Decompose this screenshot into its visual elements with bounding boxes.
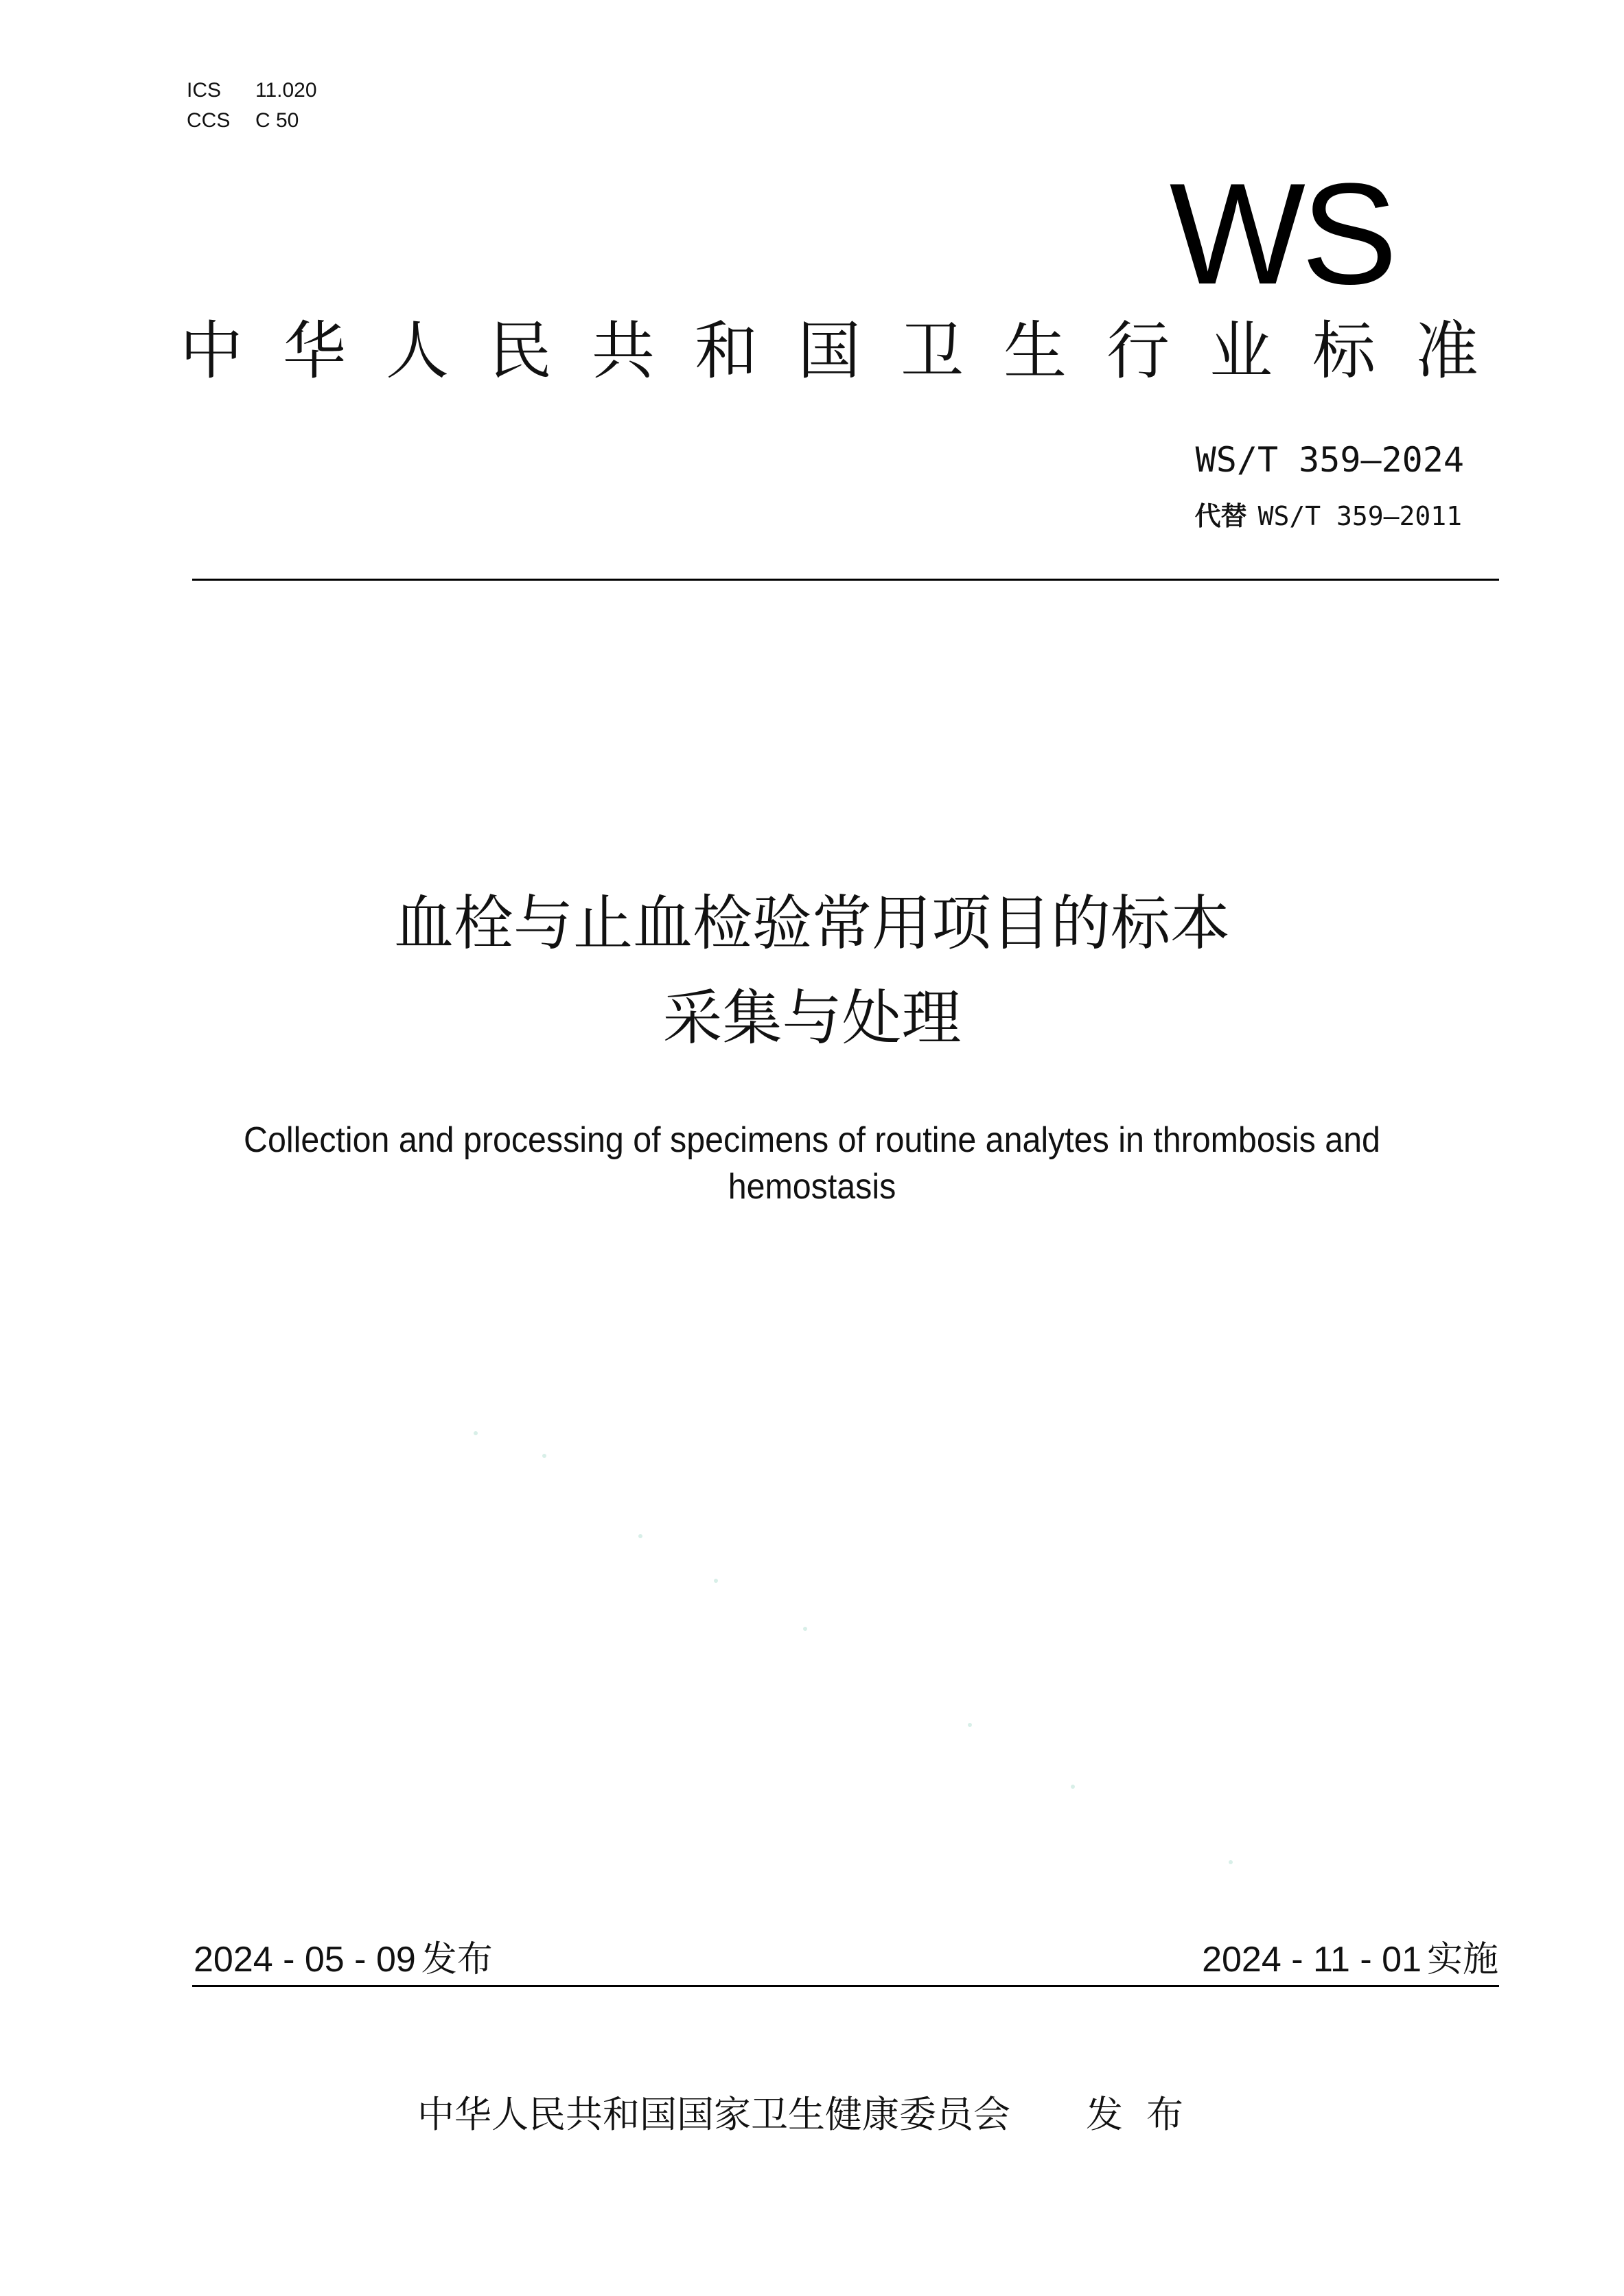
title-en-line-2: hemostasis	[728, 1167, 896, 1207]
publish-date-line	[194, 1930, 493, 1982]
title-cn-line-1: 血栓与止血检验常用项目的标本	[394, 888, 1230, 958]
scan-speck	[803, 1627, 807, 1631]
scan-speck	[474, 1431, 478, 1435]
publish-label: 发布	[421, 1939, 493, 1980]
ws-logo-mark: WS	[1169, 153, 1393, 314]
scan-speck	[1229, 1860, 1233, 1864]
scan-speck	[542, 1454, 546, 1458]
issuer-line	[0, 2085, 1624, 2138]
ics-label: ICS	[187, 79, 222, 102]
replaces-line	[1195, 495, 1462, 533]
header-divider	[192, 579, 1499, 581]
implement-date-line	[1202, 1930, 1498, 1982]
ccs-code: C 50	[255, 109, 299, 132]
ccs-row	[187, 106, 393, 136]
publish-date: 2024 - 05 - 09	[194, 1940, 416, 1980]
title-cn-line-2: 采集与处理	[662, 983, 962, 1053]
replaces-number: WS/T 359—2011	[1257, 501, 1462, 531]
scan-speck	[968, 1723, 972, 1727]
ccs-label: CCS	[187, 109, 231, 132]
standard-number: WS/T 359—2024	[1195, 440, 1464, 480]
implement-label: 实施	[1426, 1939, 1498, 1980]
title-en-line-1: Collection and processing of specimens of routine analytes in thrombosis and	[244, 1120, 1380, 1160]
scan-speck	[714, 1579, 718, 1583]
footer-divider	[192, 1985, 1499, 1987]
implement-date: 2024 - 11 - 01	[1202, 1940, 1422, 1980]
issuer-action: 发布	[1086, 2093, 1207, 2136]
ics-code: 11.020	[255, 79, 317, 102]
standard-type-heading: 中华人民共和国卫生行业标准	[180, 314, 1519, 388]
scan-speck	[1071, 1785, 1075, 1789]
ics-row	[187, 76, 393, 106]
scan-speck	[638, 1534, 642, 1538]
replaces-label: 代替	[1194, 501, 1247, 531]
issuer-name: 中华人民共和国国家卫生健康委员会	[417, 2093, 1010, 2136]
